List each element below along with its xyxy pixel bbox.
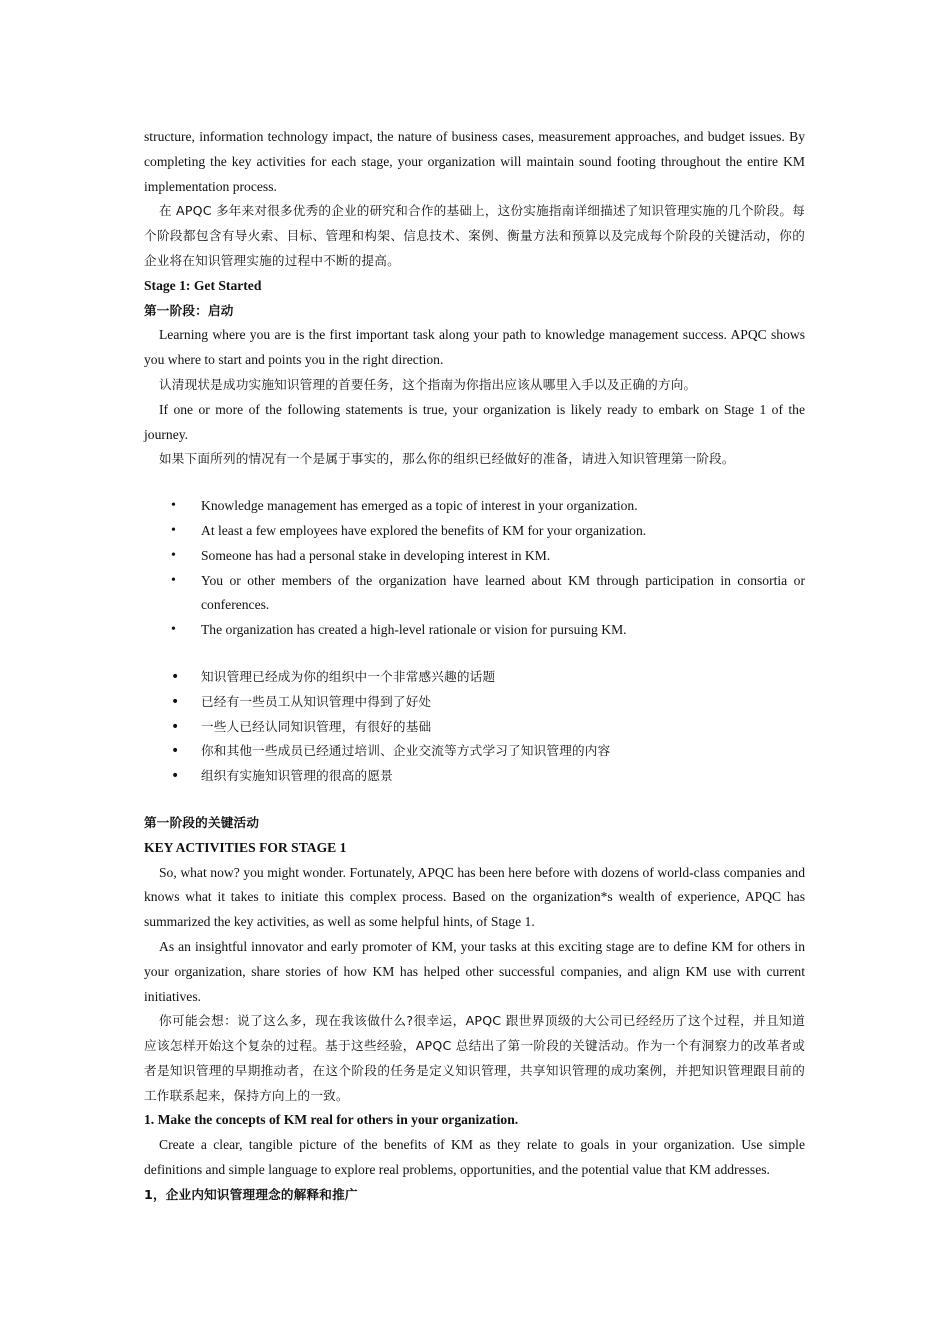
bullet-icon: • <box>171 547 176 563</box>
activity1-heading-cn: 1，企业内知识管理理念的解释和推广 <box>144 1186 358 1202</box>
list-item-text: The organization has created a high-level rationale or vision for pursuing KM. <box>201 622 627 638</box>
list-item <box>144 715 805 740</box>
bullet-icon: • <box>171 498 176 514</box>
list-item-text: 一些人已经认同知识管理，有很好的基础 <box>201 718 432 734</box>
learning-paragraph-en: Learning where you are is the first important task along your path to knowledge management success. APQC shows you where to start and points you in the right direction. <box>144 327 805 368</box>
key-activities-heading-en: KEY ACTIVITIES FOR STAGE 1 <box>144 839 347 855</box>
activity1-body-en: Create a clear, tangible picture of the benefits of KM as they relate to goals in your organization. Use simple definitions and simple language to explore real problems, opportunities, and the potential value that KM addresses. <box>144 1137 805 1178</box>
so-paragraph-en: So, what now? you might wonder. Fortunately, APQC has been here before with dozens of world-class companies and knows what it takes to initiate this complex process. Based on the organization*s wealth of experience, APQC has summarized the key activities, as well as some helpful hints, of Stage 1. <box>144 864 805 930</box>
bullet-icon: • <box>171 572 176 588</box>
bullet-icon: • <box>171 743 180 760</box>
as-paragraph-en: As an insightful innovator and early promoter of KM, your tasks at this exciting stage are to define KM for others in your organization, share stories of how KM has helped other successful companies, and align KM use with current initiatives. <box>144 938 805 1004</box>
key-activities-heading-cn: 第一阶段的关键活动 <box>144 814 260 830</box>
list-item <box>144 665 805 690</box>
list-item-text: You or other members of the organization have learned about KM through participation in consortia or conferences. <box>201 572 805 613</box>
list-item-text: 你和其他一些成员已经通过培训、企业交流等方式学习了知识管理的内容 <box>201 743 611 759</box>
bullet-icon: • <box>171 718 180 735</box>
bullet-icon: • <box>171 668 180 685</box>
list-item <box>144 739 805 764</box>
so-paragraph-cn: 你可能会想：说了这么多，现在我该做什么?很幸运，APQC 跟世界顶级的大公司已经经历了这个过程，并且知道应该怎样开始这个复杂的过程。基于这些经验，APQC 总结出了第一阶段的关键活动。作为一个有洞察力的改革者或者是知识管理的早期推动者，在这个阶段的任务是定义知识管理，共享知识管理的成功案例，并把知识管理跟目前的工作联系起来，保持方向上的一致。 <box>144 1013 805 1103</box>
spacer <box>144 643 805 665</box>
if-paragraph-en: If one or more of the following statements is true, your organization is likely ready to embark on Stage 1 of the journey. <box>144 401 805 442</box>
intro-cn: 在 APQC 多年来对很多优秀的企业的研究和合作的基础上，这份实施指南详细描述了知识管理实施的几个阶段。每个阶段都包含有导火索、目标、管理和构架、信息技术、案例、衡量方法和预算以及完成每个阶段的关键活动，你的企业将在知识管理实施的过程中不断的提高。 <box>144 203 805 268</box>
list-item-text: Knowledge management has emerged as a topic of interest in your organization. <box>201 498 638 514</box>
spacer <box>144 472 805 494</box>
list-item <box>144 764 805 789</box>
list-item-text: At least a few employees have explored the benefits of KM for your organization. <box>201 522 647 538</box>
stage1-heading-en: Stage 1: Get Started <box>144 277 262 293</box>
document-page <box>144 125 805 1208</box>
list-item <box>144 618 805 643</box>
list-item-text: 组织有实施知识管理的很高的愿景 <box>201 768 393 784</box>
if-paragraph-cn: 如果下面所列的情况有一个是属于事实的，那么你的组织已经做好的准备，请进入知识管理第一阶段。 <box>159 451 735 467</box>
stage1-heading-cn: 第一阶段：启动 <box>144 302 234 318</box>
list-item <box>144 494 805 519</box>
list-item <box>144 544 805 569</box>
bullet-icon: • <box>171 522 176 538</box>
list-item-text: 知识管理已经成为你的组织中一个非常感兴趣的话题 <box>201 668 496 684</box>
learning-paragraph-cn: 认清现状是成功实施知识管理的首要任务，这个指南为你指出应该从哪里入手以及正确的方向。 <box>159 376 697 392</box>
list-item-text: 已经有一些员工从知识管理中得到了好处 <box>201 693 432 709</box>
intro-en-continued: structure, information technology impact, the nature of business cases, measurement approaches, and budget issues. By completing the key activities for each stage, your organization will maintain sound footing throughout the entire KM implementation process. <box>144 129 805 194</box>
bullet-icon: • <box>171 768 180 785</box>
list-item <box>144 569 805 619</box>
bullet-list-en <box>144 494 805 643</box>
list-item <box>144 519 805 544</box>
bullet-icon: • <box>171 622 176 638</box>
list-item <box>144 690 805 715</box>
bullet-icon: • <box>171 693 180 710</box>
list-item-text: Someone has had a personal stake in developing interest in KM. <box>201 547 551 563</box>
activity1-heading-en: 1. Make the concepts of KM real for others in your organization. <box>144 1112 519 1128</box>
spacer <box>144 789 805 811</box>
bullet-list-cn <box>144 665 805 789</box>
